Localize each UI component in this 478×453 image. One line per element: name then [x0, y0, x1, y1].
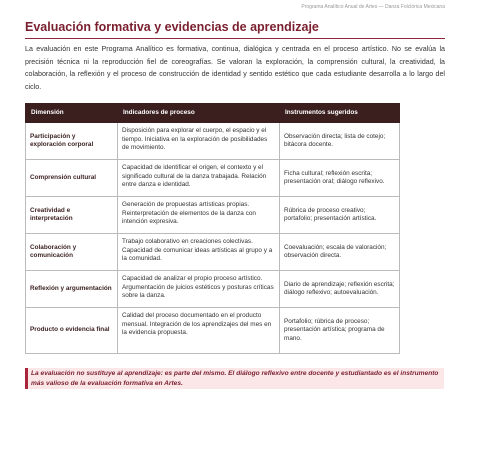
dimension-cell: Creatividad e interpretación [26, 197, 118, 234]
table-header-row [26, 104, 400, 123]
title-divider [25, 38, 445, 39]
section-title: Evaluación formativa y evidencias de aprendizaje [25, 20, 319, 34]
indicators-cell: Calidad del proceso documentado en el producto mensual. Integración de los aprendizajes del mes en la evidencia propuesta. [118, 308, 280, 354]
indicators-cell: Disposición para explorar el cuerpo, el espacio y el tiempo. Iniciativa en la exploración de posibilidades de movimiento. [118, 123, 280, 160]
indicators-cell: Trabajo colaborativo en creaciones colectivas. Capacidad de comunicar ideas artísticas al grupo y a la comunidad. [118, 234, 280, 271]
instruments-cell: Rúbrica de proceso creativo; portafolio; presentación artística. [280, 197, 400, 234]
running-header: Programa Analítico Anual de Artes — Danza Folclórica Mexicana [301, 4, 445, 10]
header-instruments: Instrumentos sugeridos [280, 104, 400, 123]
dimension-cell: Producto o evidencia final [26, 308, 118, 354]
header-indicators: Indicadores de proceso [118, 104, 280, 123]
dimension-cell: Reflexión y argumentación [26, 271, 118, 308]
dimension-cell: Participación y exploración corporal [26, 123, 118, 160]
indicators-cell: Capacidad de identificar el origen, el contexto y el significado cultural de la danza trabajada. Relación entre danza e identidad. [118, 160, 280, 197]
table-row [26, 308, 400, 354]
table-row [26, 234, 400, 271]
dimension-cell: Comprensión cultural [26, 160, 118, 197]
table-row [26, 123, 400, 160]
table-row [26, 160, 400, 197]
instruments-cell: Portafolio; rúbrica de proceso; presentación artística; programa de mano. [280, 308, 400, 354]
instruments-cell: Diario de aprendizaje; reflexión escrita; diálogo reflexivo; autoevaluación. [280, 271, 400, 308]
instruments-cell: Observación directa; lista de cotejo; bitácora docente. [280, 123, 400, 160]
header-dimension: Dimensión [26, 104, 118, 123]
intro-paragraph: La evaluación en este Programa Analítico es formativa, continua, dialógica y centrada en el proceso artístico. No se evalúa la precisión técnica ni la reproducción fiel de coreografías. Se valoran la exploración, la comprensión cultural, la creatividad, la colaboración, la reflexión y el proceso de construcción de identidad y sentido estético que cada estudiante desarrolla a lo largo del ciclo. [25, 45, 445, 91]
instruments-cell: Ficha cultural; reflexión escrita; presentación oral; diálogo reflexivo. [280, 160, 400, 197]
instruments-cell: Coevaluación; escala de valoración; observación directa. [280, 234, 400, 271]
indicators-cell: Capacidad de analizar el propio proceso artístico. Argumentación de juicios estéticos y posturas críticas sobre la danza. [118, 271, 280, 308]
table-row [26, 271, 400, 308]
dimension-cell: Colaboración y comunicación [26, 234, 118, 271]
indicators-cell: Generación de propuestas artísticas propias. Reinterpretación de elementos de la danza con intención expresiva. [118, 197, 280, 234]
table-row [26, 197, 400, 234]
evaluation-table [25, 103, 400, 354]
callout-note: La evaluación no sustituye al aprendizaje: es parte del mismo. El diálogo reflexivo entre docente y estudiantado es el instrumento más valioso de la evaluación formativa en Artes. [25, 368, 444, 389]
